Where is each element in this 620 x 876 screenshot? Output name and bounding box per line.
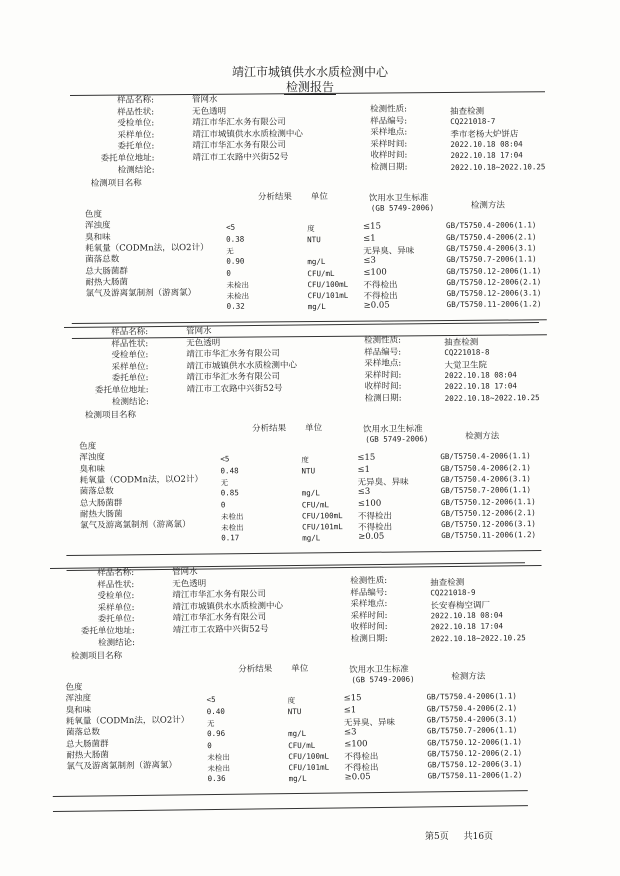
label-sampling-time: 采样时间: [370, 139, 408, 150]
value-sample-no: CQ221018-9 [430, 587, 476, 597]
value-sample-no: CQ221018-8 [444, 347, 490, 357]
item-result: 未检出 [226, 280, 250, 290]
item-method: GB/T5750.7-2006(1.1) [440, 485, 532, 496]
item-standard: ≤100 [363, 267, 387, 278]
item-name: 臭和味 [85, 232, 111, 243]
item-result: 0.32 [226, 302, 245, 312]
value-sample-nature: 无色透明 [172, 578, 207, 590]
label-sampling-unit: 采样单位: [117, 130, 155, 141]
item-unit: CFU/mL [301, 499, 330, 510]
label-client-unit: 委托单位: [117, 141, 155, 153]
item-method: GB/T5750.7-2006(1.1) [446, 254, 537, 265]
label-receive-time: 收样时间: [370, 150, 408, 162]
value-client-address: 靖江市工农路中兴街52号 [192, 152, 289, 164]
value-entrusted-unit: 靖江市华汇水务有限公司 [172, 589, 266, 601]
label-test-conclusion: 检测结论: [111, 396, 149, 408]
item-unit: mg/L [302, 533, 321, 543]
label-test-nature: 检测性质: [370, 104, 408, 115]
label-receive-time: 收样时间: [350, 622, 388, 633]
label-test-date: 检测日期: [350, 633, 388, 645]
label-test-items: 检测项目名称 [84, 410, 136, 421]
item-method: GB/T5750.12-2006(1.1) [427, 736, 523, 747]
value-sampling-site: 长安春梅空调厂 [430, 600, 491, 612]
label-sample-no: 样品编号: [350, 587, 388, 598]
value-sampling-site: 季市老杨大炉饼店 [450, 129, 519, 141]
label-receive-time: 收样时间: [364, 381, 402, 393]
value-sampling-unit: 靖江市城镇供水水质检测中心 [172, 600, 284, 613]
rule-line [53, 790, 528, 797]
page-footer [425, 829, 505, 842]
value-client-unit: 靖江市华汇水务有限公司 [192, 140, 286, 152]
item-unit: CFU/100mL [301, 510, 343, 521]
item-standard: ≤100 [357, 498, 382, 509]
label-sample-nature: 样品性状: [111, 338, 149, 350]
col-header-unit: 单位 [310, 191, 328, 203]
item-name: 总大肠菌群 [79, 497, 123, 509]
value-entrusted-unit: 靖江市华汇水务有限公司 [186, 348, 280, 360]
label-sampling-unit: 采样单位: [111, 361, 149, 373]
value-client-unit: 靖江市华汇水务有限公司 [172, 612, 267, 624]
item-method: GB/T5750.4-2006(3.1) [440, 474, 531, 484]
item-name: 耗氧量（CODMn法，以O2计） [79, 474, 204, 486]
label-sample-no: 样品编号: [370, 115, 408, 127]
item-method: GB/T5750.4-2006(3.1) [446, 243, 537, 253]
item-method: GB/T5750.4-2006(1.1) [446, 220, 537, 231]
label-test-date: 检测日期: [364, 393, 402, 404]
label-sample-nature: 样品性状: [97, 579, 135, 591]
item-unit: mg/L [287, 729, 307, 739]
value-client-unit: 靖江市华汇水务有限公司 [186, 372, 281, 384]
item-standard: ≤1 [357, 464, 371, 475]
item-method: GB/T5750.7-2006(1.1) [426, 725, 518, 736]
value-test-date: 2022.10.18~2022.10.25 [444, 393, 540, 404]
col-header-method: 检测方法 [451, 671, 486, 683]
item-name: 菌落总数 [65, 727, 101, 739]
item-result: 0.85 [220, 488, 239, 498]
item-name: 氯气及游离氯制剂（游离氯） [85, 288, 197, 299]
sample-section-1 [70, 91, 546, 345]
item-standard: 不得检出 [357, 511, 393, 522]
col-header-result: 分析结果 [238, 664, 273, 675]
label-sample-name: 样品名称: [117, 95, 155, 106]
item-standard: ≤100 [344, 738, 368, 749]
value-client-address: 靖江市工农路中兴街52号 [186, 383, 283, 395]
value-test-date: 2022.10.18~2022.10.25 [450, 162, 546, 173]
item-result: 无 [206, 718, 215, 728]
label-test-nature: 检测性质: [364, 335, 402, 346]
page-number: 第5页 [425, 832, 449, 842]
page-total: 共16页 [463, 832, 494, 842]
item-unit: 度 [307, 224, 315, 234]
col-header-result: 分析结果 [257, 192, 292, 203]
item-name: 耐热大肠菌 [85, 277, 129, 288]
item-name: 氯气及游离氯制剂（游离氯） [80, 519, 191, 531]
item-standard: 不得检出 [363, 291, 398, 302]
col-header-standard-code: (GB 5749-2006) [351, 674, 415, 685]
item-result: 0.40 [206, 706, 225, 716]
item-result: 0.36 [207, 774, 226, 784]
label-test-conclusion: 检测结论: [117, 164, 155, 176]
col-header-standard: 饮用水卫生标准 [368, 193, 429, 204]
value-sampling-time: 2022.10.18 08:04 [444, 370, 517, 380]
col-header-standard: 饮用水卫生标准 [363, 424, 423, 435]
item-standard: ≥0.05 [363, 300, 390, 312]
item-name: 菌落总数 [85, 254, 120, 266]
item-standard: ≤1 [343, 704, 357, 716]
value-client-address: 靖江市工农路中兴街52号 [172, 624, 269, 636]
item-unit: 度 [301, 455, 309, 465]
item-method: GB/T5750.12-2006(2.1) [446, 277, 542, 287]
item-name: 菌落总数 [79, 486, 114, 498]
item-method: GB/T5750.11-2006(1.2) [427, 770, 523, 781]
item-unit: mg/L [288, 774, 307, 784]
item-standard: ≤3 [357, 486, 371, 498]
item-name: 浑浊度 [65, 693, 92, 705]
item-name: 色度 [65, 682, 83, 693]
item-method: GB/T5750.12-2006(3.1) [446, 288, 542, 299]
item-result: 未检出 [221, 523, 244, 533]
value-sample-name: 管网水 [192, 94, 218, 106]
item-unit: NTU [307, 234, 321, 244]
label-client-unit: 委托单位: [97, 614, 135, 625]
value-entrusted-unit: 靖江市华汇水务有限公司 [192, 117, 286, 129]
item-name: 耐热大肠菌 [79, 509, 123, 520]
item-result: <5 [226, 223, 236, 233]
item-standard: 不得检出 [344, 763, 379, 774]
item-result: 0 [207, 740, 212, 750]
item-unit: NTU [287, 706, 302, 716]
label-entrusted-unit: 受检单位: [117, 118, 155, 129]
item-result: 0 [226, 268, 231, 278]
item-result: 未检出 [220, 511, 244, 522]
item-unit: mg/L [301, 488, 320, 498]
item-standard: ≤15 [357, 453, 376, 464]
label-sample-name: 样品名称: [97, 567, 135, 579]
item-result: 未检出 [226, 291, 250, 301]
col-header-result: 分析结果 [252, 423, 287, 435]
label-sampling-time: 采样时间: [350, 610, 388, 622]
value-sampling-unit: 靖江市城镇供水水质检测中心 [192, 128, 303, 140]
item-unit: mg/L [307, 302, 326, 312]
label-client-address: 委托单位地址: [100, 153, 155, 164]
item-unit: CFU/100mL [307, 279, 349, 289]
item-method: GB/T5750.4-2006(1.1) [440, 451, 531, 462]
item-unit: CFU/mL [288, 740, 316, 750]
item-result: 未检出 [207, 752, 230, 762]
item-standard: ≥0.05 [344, 772, 371, 783]
sample-section-2 [64, 322, 540, 577]
value-sample-nature: 无色透明 [186, 337, 221, 349]
value-test-date: 2022.10.18~2022.10.25 [430, 633, 526, 644]
item-result: 未检出 [207, 763, 231, 774]
item-result: <5 [206, 695, 216, 705]
rule-line [66, 550, 541, 556]
item-standard: 无异臭、异味 [343, 717, 395, 729]
item-name: 耗氧量（CODMn法，以O2计） [85, 242, 209, 254]
item-standard: 不得检出 [358, 522, 393, 534]
item-method: GB/T5750.12-2006(2.1) [427, 748, 523, 759]
item-method: GB/T5750.4-2006(2.1) [446, 231, 537, 242]
item-method: GB/T5750.12-2006(2.1) [440, 507, 536, 518]
item-name: 耗氧量（CODMn法，以O2计） [65, 715, 190, 727]
label-entrusted-unit: 受检单位: [97, 591, 135, 602]
item-name: 浑浊度 [79, 452, 105, 464]
label-test-date: 检测日期: [370, 162, 408, 173]
col-header-unit: 单位 [305, 423, 323, 434]
label-sampling-site: 采样地点: [350, 599, 388, 610]
item-standard: 不得检出 [363, 280, 398, 291]
label-sampling-site: 采样地点: [364, 358, 402, 370]
item-standard: 无异臭、异味 [357, 477, 409, 488]
value-receive-time: 2022.10.18 17:04 [444, 381, 517, 392]
item-name: 耐热大肠菌 [66, 750, 109, 761]
value-sample-nature: 无色透明 [192, 106, 227, 117]
item-standard: ≤3 [343, 727, 357, 738]
label-client-address: 委托单位地址: [94, 385, 149, 396]
item-name: 浑浊度 [84, 220, 111, 232]
label-test-items: 检测项目名称 [90, 178, 142, 190]
col-header-unit: 单位 [291, 663, 309, 675]
item-method: GB/T5750.4-2006(2.1) [440, 462, 531, 473]
col-header-method: 检测方法 [470, 200, 505, 211]
item-method: GB/T5750.12-2006(3.1) [441, 519, 536, 530]
item-method: GB/T5750.4-2006(3.1) [426, 714, 518, 725]
item-result: <5 [220, 454, 230, 464]
item-method: GB/T5750.12-2006(3.1) [427, 759, 523, 770]
item-method: GB/T5750.11-2006(1.2) [441, 530, 537, 541]
label-test-items: 检测项目名称 [71, 651, 123, 662]
col-header-standard-code: (GB 5749-2006) [365, 434, 429, 444]
item-unit: mg/L [307, 257, 326, 267]
value-sampling-time: 2022.10.18 08:04 [450, 139, 523, 149]
item-standard: ≤15 [363, 221, 382, 232]
item-unit: CFU/mL [307, 268, 335, 278]
item-result: 无 [220, 478, 229, 488]
item-standard: 不得检出 [344, 751, 379, 763]
report-org-title: 靖江市城镇供水水质检测中心 [231, 65, 388, 79]
label-entrusted-unit: 受检单位: [111, 350, 149, 361]
label-sample-nature: 样品性状: [117, 106, 155, 118]
value-test-nature: 抽查检测 [444, 337, 479, 349]
value-receive-time: 2022.10.18 17:04 [430, 621, 504, 632]
item-result: 0.96 [206, 729, 226, 739]
item-name: 总大肠菌群 [85, 266, 128, 277]
value-test-nature: 抽查检测 [450, 106, 485, 118]
item-name: 氯气及游离氯制剂（游离氯） [66, 760, 177, 772]
item-method: GB/T5750.12-2006(1.1) [440, 496, 536, 507]
item-name: 色度 [84, 209, 102, 220]
item-result: 0.48 [220, 465, 239, 475]
item-name: 臭和味 [65, 705, 92, 716]
value-test-nature: 抽查检测 [430, 577, 465, 589]
value-sample-no: CQ221018-7 [450, 116, 496, 126]
rule-line [53, 805, 528, 812]
item-name: 色度 [79, 441, 97, 452]
item-unit: NTU [301, 465, 316, 476]
item-standard: ≤1 [363, 233, 376, 244]
label-client-address: 委托单位地址: [80, 625, 135, 637]
value-sample-name: 管网水 [186, 326, 212, 337]
item-method: GB/T5750.12-2006(1.1) [446, 265, 542, 276]
item-method: GB/T5750.4-2006(2.1) [426, 702, 518, 714]
col-header-standard-code: (GB 5749-2006) [370, 203, 435, 213]
label-test-nature: 检测性质: [350, 575, 388, 587]
item-standard: 无异臭、异味 [363, 246, 415, 257]
item-standard: ≤3 [363, 255, 376, 266]
value-sample-name: 管网水 [172, 567, 198, 578]
item-method: GB/T5750.11-2006(1.2) [446, 299, 542, 310]
value-receive-time: 2022.10.18 17:04 [450, 150, 523, 161]
item-unit: 度 [287, 696, 296, 706]
item-result: 无 [226, 246, 234, 256]
value-sampling-unit: 靖江市城镇供水水质检测中心 [186, 360, 297, 372]
item-result: 0 [220, 499, 226, 509]
item-method: GB/T5750.4-2006(1.1) [426, 691, 517, 702]
label-sampling-unit: 采样单位: [97, 602, 135, 614]
label-sample-no: 样品编号: [364, 347, 402, 358]
item-name: 总大肠菌群 [66, 738, 109, 750]
value-sampling-site: 大觉卫生院 [444, 360, 487, 372]
col-header-standard: 饮用水卫生标准 [349, 664, 409, 676]
label-client-unit: 委托单位: [111, 373, 149, 384]
item-standard: ≤15 [343, 693, 362, 704]
value-sampling-time: 2022.10.18 08:04 [430, 610, 503, 621]
item-result: 0.90 [226, 256, 245, 266]
item-result: 0.38 [226, 234, 245, 244]
report-subtitle: 检测报告 [285, 80, 334, 94]
label-sampling-time: 采样时间: [364, 370, 402, 381]
col-header-method: 检测方法 [465, 431, 500, 442]
item-result: 0.17 [221, 533, 240, 543]
item-unit: CFU/101mL [307, 290, 349, 301]
label-test-conclusion: 检测结论: [97, 637, 135, 649]
label-sampling-site: 采样地点: [370, 127, 408, 138]
label-sample-name: 样品名称: [111, 327, 149, 338]
item-unit: CFU/101mL [302, 522, 343, 532]
sample-section-3 [50, 562, 526, 818]
item-standard: ≥0.05 [358, 532, 385, 543]
item-unit: CFU/100mL [288, 751, 330, 761]
item-name: 臭和味 [79, 464, 106, 475]
item-unit: CFU/101mL [288, 762, 330, 773]
